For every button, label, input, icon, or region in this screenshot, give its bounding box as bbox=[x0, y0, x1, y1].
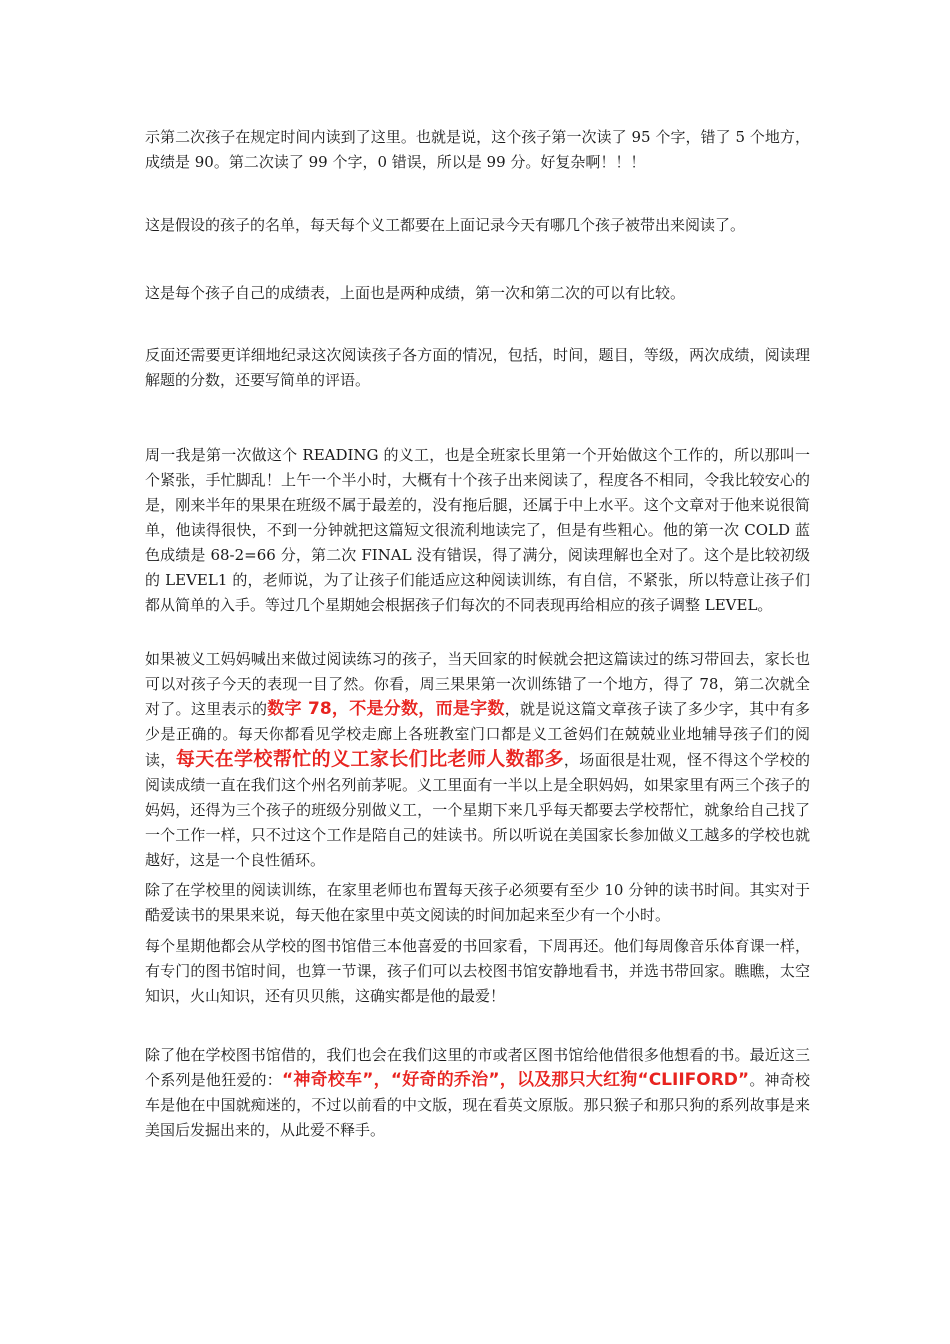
library-text-b: 。神奇校车是他在中国就痴迷的，不过以前看的中文版，现在看英文原版。那只猴子和那只狗的系列故事是来美国后发掘出来的，从此爱不释手。 bbox=[145, 1071, 810, 1139]
highlight-volunteer-count: 每天在学校帮忙的义工家长们比老师人数都多 bbox=[175, 748, 564, 770]
paragraph-back-side-record: 反面还需要更详细地纪录这次阅读孩子各方面的情况，包括，时间，题目，等级，两次成绩，阅读理解题的分数，还要写简单的评语。 bbox=[145, 346, 810, 389]
paragraph-name-list: 这是假设的孩子的名单，每天每个义工都要在上面记录今天有哪几个孩子被带出来阅读了。 bbox=[145, 216, 746, 234]
library-text-a: 除了他在学校图书馆借的，我们也会在我们这里的市或者区图书馆给他借很多他想看的书。最近这三个系列是他狂爱的： bbox=[145, 1046, 810, 1089]
paragraph-city-library bbox=[145, 1043, 810, 1143]
paragraph-scoring-explanation: 示第二次孩子在规定时间内读到了这里。也就是说，这个孩子第一次读了 95 个字，错了 5 个地方，成绩是 90。第二次读了 99 个字，0 错误，所以是 99 分。好复杂啊！！！ bbox=[145, 128, 810, 171]
paragraph-score-sheet: 这是每个孩子自己的成绩表，上面也是两种成绩，第一次和第二次的可以有比较。 bbox=[145, 284, 686, 302]
paragraph-volunteer-parents bbox=[145, 647, 810, 873]
paragraph-home-reading: 除了在学校里的阅读训练，在家里老师也布置每天孩子必须要有至少 10 分钟的读书时间。其实对于酷爱读书的果果来说，每天他在家里中英文阅读的时间加起来至少有一个小时。 bbox=[145, 881, 810, 924]
paragraph-first-volunteer-day: 周一我是第一次做这个 READING 的义工，也是全班家长里第一个开始做这个工作的，所以那叫一个紧张，手忙脚乱！上午一个半小时，大概有十个孩子出来阅读了，程度各不相同，令我比较安心的是，刚来半年的果果在班级不属于最差的，没有拖后腿，还属于中上水平。这个文章对于他来说很简单，他读得很快，不到一分钟就把这篇短文很流利地读完了，但是有些粗心。他的第一次 COLD 蓝色成绩是 68-2=66 分，第二次 FINAL 没有错误，得了满分，阅读理解也全对了。这个是比较初级的 LEVEL1 的，老师说，为了让孩子们能适应这种阅读训练，有自信，不紧张，所以特意让孩子们都从简单的入手。等过几个星期她会根据孩子们每次的不同表现再给相应的孩子调整 LEVEL。 bbox=[145, 446, 810, 614]
volunteer-text-b: ，就是说这篇文章孩子读了多少字，其中有多少是正确的。每天你都看见学校走廊上各班教室门口都是义工爸妈们在兢兢业业地辅导孩子们的阅读， bbox=[145, 700, 810, 769]
highlight-word-count: 数字 78，不是分数，而是字数 bbox=[267, 699, 505, 719]
volunteer-text-c: ，场面很是壮观，怪不得这个学校的阅读成绩一直在我们这个州名列前茅呢。义工里面有一半以上是全职妈妈，如果家里有两三个孩子的妈妈，还得为三个孩子的班级分别做义工，一个星期下来几乎每天都要去学校帮忙，就象给自己找了一个工作一样，只不过这个工作是陪自己的娃读书。所以听说在美国家长参加做义工越多的学校也就越好，这是一个良性循环。 bbox=[145, 751, 810, 869]
volunteer-text-a: 如果被义工妈妈喊出来做过阅读练习的孩子，当天回家的时候就会把这篇读过的练习带回去，家长也可以对孩子今天的表现一目了然。你看，周三果果第一次训练错了一个地方，得了 78，第二次就全对了。这里表示的 bbox=[145, 650, 810, 718]
paragraph-school-library: 每个星期他都会从学校的图书馆借三本他喜爱的书回家看，下周再还。他们每周像音乐体育课一样，有专门的图书馆时间，也算一节课，孩子们可以去校图书馆安静地看书，并选书带回家。瞧瞧，太空知识，火山知识，还有贝贝熊，这确实都是他的最爱！ bbox=[145, 937, 810, 1005]
highlight-book-series: “神奇校车”，“好奇的乔治”，以及那只大红狗“CLIIFORD” bbox=[281, 1070, 750, 1090]
